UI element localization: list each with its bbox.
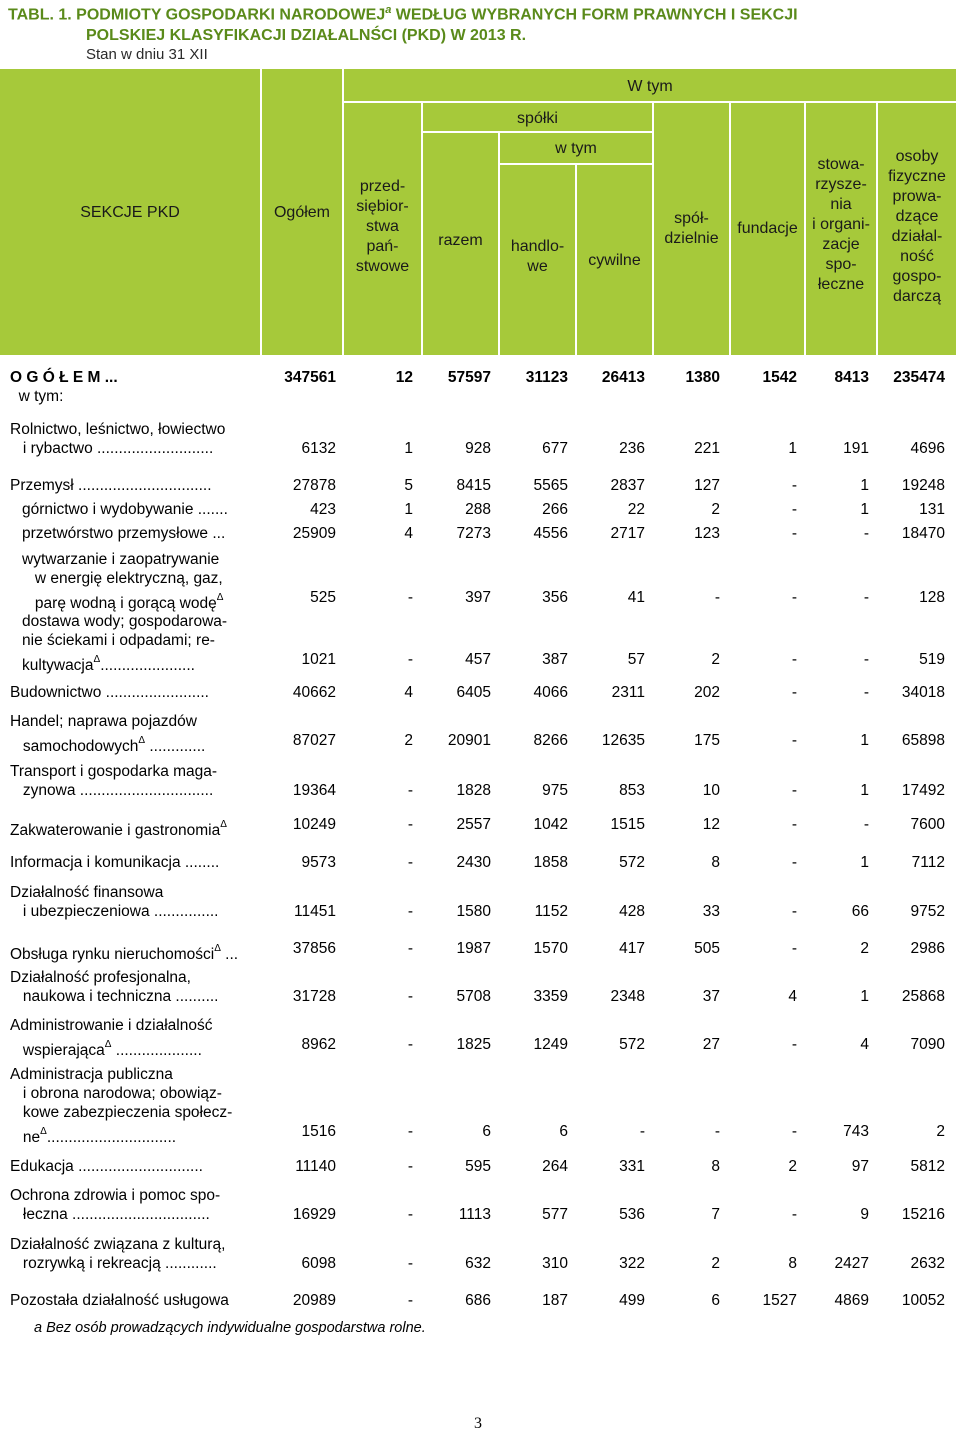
table-cell: 15216 [901,1206,945,1223]
table-cell: 2430 [456,854,491,871]
table-cell: 1858 [533,854,568,871]
table-cell: 128 [919,589,945,606]
header-handlowe: handlo- we [510,238,565,275]
row-label: Działalność związana z kulturą, rozrywką i rekreacją ............ [10,1236,226,1272]
table-cell: 499 [619,1292,645,1309]
table-cell: 10249 [292,816,336,833]
table-cell: 1152 [534,903,568,920]
table-cell: 8 [711,1158,720,1175]
table-cell: 7600 [910,816,945,833]
table-cell: - [791,816,797,833]
table-cell: 131 [919,501,945,518]
row-label: Zakwaterowanie i gastronomia$^\Delta$ [10,819,227,839]
header-osoby-fizyczne: osoby fizyczne prowa- dzące działal- ność gospo- darczą [888,148,946,305]
table-cell: 41 [627,589,645,606]
table-cell: - [791,589,797,606]
table-cell: - [791,501,797,518]
table-subtitle: Stan w dniu 31 XII [86,46,208,63]
table-cell: 16929 [292,1206,336,1223]
table-cell: 505 [694,940,720,957]
table-cell: 1113 [458,1206,491,1223]
table-cell: 1 [404,501,413,518]
table-cell: 187 [542,1292,568,1309]
table-cell: 4 [404,684,413,701]
table-cell: 37856 [292,940,336,957]
table-cell: 853 [619,782,645,799]
table-cell: - [407,988,413,1005]
table-cell: - [791,684,797,701]
table-cell: 20989 [292,1292,336,1309]
table-cell: - [407,816,413,833]
table-cell: 2311 [611,684,645,701]
table-cell: 235474 [893,369,945,386]
table-cell: 57 [627,651,645,668]
table-cell: 266 [542,501,568,518]
table-cell: 1021 [301,651,336,668]
table-cell: 26413 [601,369,645,386]
table-cell: 975 [542,782,568,799]
row-label: Przemysł ............................... [10,477,212,494]
table-cell: 1542 [762,369,797,386]
table-cell: - [714,1123,720,1140]
table-cell: 25909 [292,525,336,542]
table-cell: 1 [860,477,869,494]
table-cell: 1249 [533,1036,568,1053]
table-cell: 1 [788,440,797,457]
title-superscript: a [385,4,392,16]
table-cell: 572 [619,1036,645,1053]
row-label: przetwórstwo przemysłowe ... [22,525,226,542]
table-cell: 7273 [456,525,491,542]
table-cell: - [407,589,413,606]
table-cell: 6 [482,1123,491,1140]
table-cell: 11451 [294,903,336,920]
header-przedsiebiorstwa: przed- siębior- stwa pań- stwowe [355,178,410,275]
table-cell: 31728 [292,988,336,1005]
table-cell: 1515 [610,816,645,833]
table-cell: 18470 [901,525,945,542]
table-cell: 417 [619,940,645,957]
row-label: Działalność finansowa i ubezpieczeniowa ............... [10,884,219,920]
row-label: Administrowanie i działalność wspierająca$^\Delta$ .................... [10,1017,213,1059]
row-label: Transport i gospodarka maga- zynowa ............................... [10,763,218,799]
table-cell: - [407,903,413,920]
table-cell: 33 [702,903,720,920]
table-cell: - [863,651,869,668]
table-cell: 686 [465,1292,491,1309]
table-cell: 423 [310,501,336,518]
table-cell: 40662 [292,684,336,701]
table-cell: 1828 [456,782,491,799]
table-cell: - [791,651,797,668]
table-cell: - [407,1036,413,1053]
header-w-tym-2: w tym [555,140,597,157]
table-cell: 8962 [301,1036,336,1053]
header-stowarzyszenia: stowa- rzysze- nia i organi- zacje spo- łeczne [812,156,870,293]
table-cell: 577 [542,1206,568,1223]
table-cell: 12 [702,816,720,833]
table-cell: 1527 [762,1292,797,1309]
table-cell: - [791,1206,797,1223]
table-cell: 2 [711,651,720,668]
table-cell: 2 [404,732,413,749]
table-cell: - [863,525,869,542]
row-label: Administracja publiczna i obrona narodowa; obowiąz- kowe zabezpieczenia społecz- $ne^\Delta$.............................. [10,1066,233,1146]
table-cell: 536 [619,1206,645,1223]
table-cell: 5 [404,477,413,494]
row-label: Rolnictwo, leśnictwo, łowiectwo i rybactwo ........................... [10,421,226,457]
table-cell: 1825 [456,1036,491,1053]
row-label: Informacja i komunikacja ........ [10,854,220,871]
table-cell: - [407,1206,413,1223]
table-cell: 2348 [610,988,645,1005]
table-cell: 356 [542,589,568,606]
table-cell: 2986 [910,940,945,957]
table-cell: 4696 [910,440,945,457]
table-cell: 191 [843,440,869,457]
row-label: Ochrona zdrowia i pomoc spo- łeczna ................................ [10,1187,221,1223]
table-cell: 1380 [685,369,720,386]
table-cell: 928 [465,440,491,457]
table-cell: 7 [711,1206,720,1223]
table-cell: 19248 [901,477,945,494]
table-cell: 288 [465,501,491,518]
table-cell: 2837 [610,477,645,494]
table-cell: 27 [702,1036,720,1053]
page-number: 3 [474,1415,482,1432]
table-cell: 4066 [533,684,568,701]
table-cell: - [791,782,797,799]
table-cell: - [791,903,797,920]
table-cell: 123 [694,525,720,542]
table-cell: 1 [860,501,869,518]
table-cell: 17492 [901,782,945,799]
table-cell: 236 [619,440,645,457]
table-cell: 310 [542,1255,568,1272]
header-spoldzielnie: spół- dzielnie [664,210,719,247]
table-cell: 2 [860,940,869,957]
table-cell: 2 [711,1255,720,1272]
table-cell: 5708 [456,988,491,1005]
title-line2: POLSKIEJ KLASYFIKACJI DZIAŁALNŚCI (PKD) W 2013 R. [86,27,527,45]
table-cell: 9 [860,1206,869,1223]
table-cell: 6 [559,1123,568,1140]
table-cell: 347561 [284,369,336,386]
row-label: Handel; naprawa pojazdów samochodowych$^\Delta$ ............. [10,713,206,755]
table-cell: 6132 [301,440,336,457]
table-cell: - [791,1036,797,1053]
table-cell: 331 [619,1158,645,1175]
table-cell: 4 [860,1036,869,1053]
table-cell: 12635 [601,732,645,749]
table-cell: - [639,1123,645,1140]
table-cell: 221 [694,440,720,457]
table-cell: - [407,782,413,799]
table-cell: 2 [936,1123,945,1140]
table-cell: - [407,1255,413,1272]
table-cell: 428 [619,903,645,920]
footnote: a Bez osób prowadzących indywidualne gospodarstwa rolne. [34,1320,426,1336]
title-line1b: WEDŁUG WYBRANYCH FORM PRAWNYCH I SEKCJI [391,6,798,24]
table-cell: 2632 [910,1255,945,1272]
table-cell: - [863,589,869,606]
table-cell: 65898 [901,732,945,749]
table-cell: 10 [702,782,720,799]
table-cell: 57597 [447,369,491,386]
row-label: Edukacja ............................. [10,1158,203,1175]
table-cell: - [407,651,413,668]
title-line1: TABL. 1. PODMIOTY GOSPODARKI NARODOWEJ [8,6,386,24]
table-cell: 8415 [456,477,491,494]
table-cell: 127 [694,477,720,494]
table-cell: 11140 [295,1158,336,1175]
table-cell: 2717 [610,525,645,542]
table-cell: 4 [788,988,797,1005]
table-cell: 19364 [292,782,336,799]
header-spolki: spółki [517,110,558,127]
table-cell: 1987 [456,940,491,957]
table-cell: - [407,1158,413,1175]
table-cell: 1 [860,782,869,799]
table-cell: 2 [788,1158,797,1175]
row-label: Obsługa rynku nieruchomości$^\Delta$ ... [10,943,239,963]
table-cell: 9573 [301,854,336,871]
table-cell: 1 [860,732,869,749]
header-razem: razem [438,232,483,249]
table-cell: 9752 [910,903,945,920]
table-cell: 66 [851,903,869,920]
table-cell: 22 [627,501,645,518]
table-cell: 1580 [456,903,491,920]
table-cell: 8 [788,1255,797,1272]
table-cell: 2557 [456,816,491,833]
table-cell: - [407,940,413,957]
table-cell: 632 [465,1255,491,1272]
table-cell: - [714,589,720,606]
table-cell: 397 [465,589,491,606]
table-cell: - [791,854,797,871]
table-header [0,69,956,355]
table-cell: - [407,854,413,871]
row-label: górnictwo i wydobywanie ....... [22,501,228,518]
table-cell: 743 [843,1123,869,1140]
table-cell: 4556 [533,525,568,542]
table-cell: 572 [619,854,645,871]
header-ogolem: Ogółem [273,204,331,221]
table-cell: 175 [694,732,720,749]
table-cell: 202 [694,684,720,701]
table-cell: 8413 [834,369,869,386]
table-cell: 7090 [910,1036,945,1053]
table-cell: - [791,1123,797,1140]
table-cell: 1 [404,440,413,457]
row-label: O G Ó Ł E M ... w tym: [10,369,118,405]
table-cell: 8 [711,854,720,871]
table-cell: 37 [702,988,720,1005]
header-cywilne: cywilne [588,252,641,269]
header-sekcje: SEKCJE PKD [80,204,180,221]
table-cell: 6 [711,1292,720,1309]
table-cell: 27878 [292,477,336,494]
table-cell: 31123 [525,369,568,386]
table-cell: 5812 [910,1158,945,1175]
table-cell: 25868 [901,988,945,1005]
table-cell: - [407,1123,413,1140]
header-fundacje: fundacje [737,220,798,237]
table-cell: - [863,684,869,701]
table-cell: 34018 [901,684,945,701]
table-cell: 677 [542,440,568,457]
table-cell: 6405 [456,684,491,701]
table-cell: 4869 [834,1292,869,1309]
table-cell: 97 [851,1158,869,1175]
table-cell: 1 [860,988,869,1005]
table-cell: 519 [919,651,945,668]
table-cell: 12 [395,369,413,386]
table-cell: 457 [465,651,491,668]
table-cell: - [791,525,797,542]
table-cell: - [791,477,797,494]
row-label: dostawa wody; gospodarowa- nie ściekami i odpadami; re- kultywacja$^\Delta$...................... [22,613,228,674]
table-cell: 595 [465,1158,491,1175]
table-cell: 1042 [533,816,568,833]
table-cell: 3359 [533,988,568,1005]
table-cell: - [791,732,797,749]
table-cell: 322 [619,1255,645,1272]
table-cell: 87027 [292,732,336,749]
table-cell: 1516 [301,1123,336,1140]
table-cell: 8266 [533,732,568,749]
table-cell: - [791,940,797,957]
row-label: Budownictwo ........................ [10,684,209,701]
table-cell: 387 [542,651,568,668]
table-cell: 20901 [447,732,491,749]
table-cell: - [407,1292,413,1309]
table-cell: 4 [404,525,413,542]
table-cell: 2 [711,501,720,518]
table-cell: 525 [310,589,336,606]
table-cell: 10052 [901,1292,945,1309]
row-label: Pozostała działalność usługowa [10,1292,229,1309]
table-title [8,0,948,46]
header-w-tym: W tym [627,78,673,95]
table-cell: 264 [542,1158,568,1175]
table-cell: 7112 [911,854,945,871]
table-cell: 1570 [533,940,568,957]
row-label: wytwarzanie i zaopatrywanie w energię elektryczną, gaz, parę wodną i gorącą wodę$^\Delta$ [22,551,224,612]
table-cell: 1 [860,854,869,871]
table-cell: 5565 [533,477,568,494]
table-cell: 6098 [301,1255,336,1272]
table-cell: 2427 [834,1255,869,1272]
table-cell: - [863,816,869,833]
row-label: Działalność profesjonalna, naukowa i techniczna .......... [10,969,219,1005]
